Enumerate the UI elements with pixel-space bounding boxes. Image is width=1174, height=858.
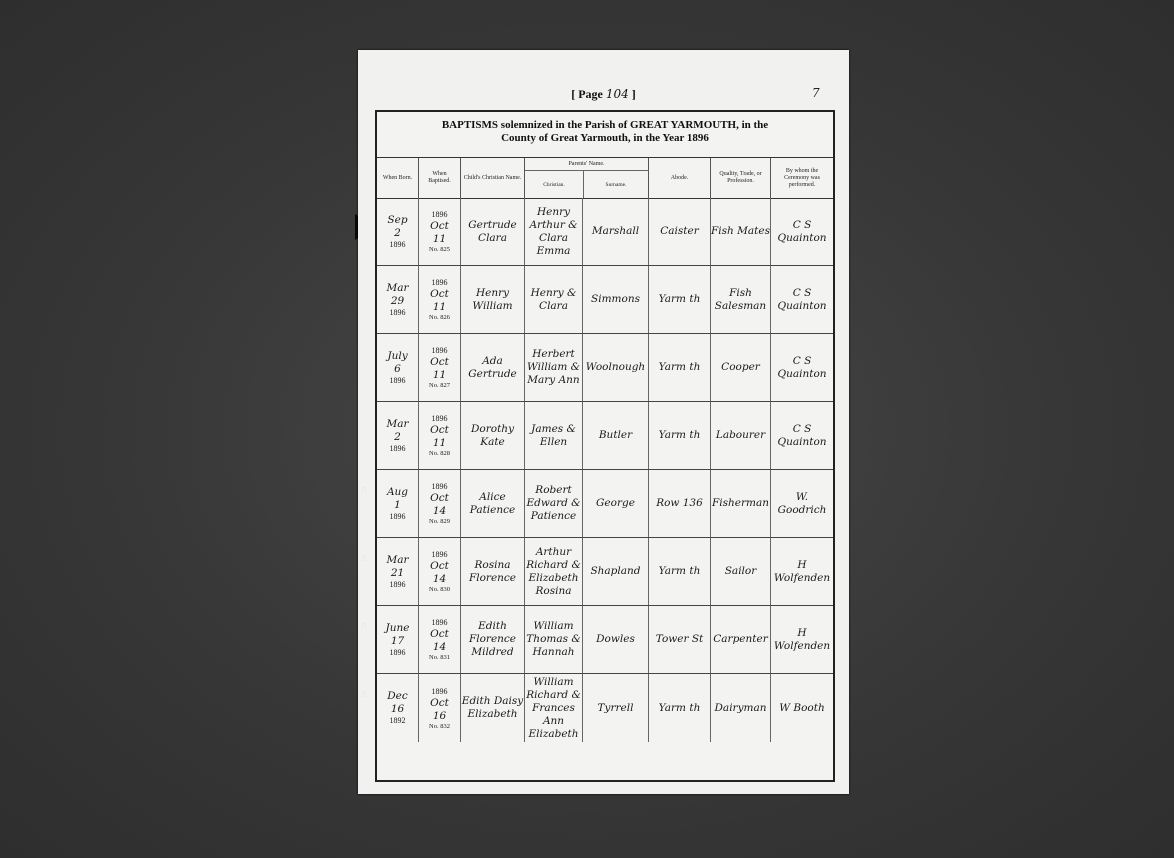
abode: Row 136: [656, 497, 703, 509]
margin-annotation: P.: [361, 486, 368, 495]
quality-trade: Sailor: [724, 565, 757, 577]
cell-by-whom: [771, 606, 833, 673]
table-row: [377, 266, 833, 334]
surname: Marshall: [591, 225, 640, 237]
surname: Shapland: [590, 565, 641, 577]
table-row: [377, 334, 833, 402]
cell-by-whom: [771, 266, 833, 333]
baptised-year: 1896: [431, 210, 448, 219]
baptised-year: 1896: [431, 550, 448, 559]
child-name: Edith Daisy Elizabeth: [461, 695, 524, 720]
cell-parents-christian: [525, 674, 583, 742]
parents-christian-names: Henry Arthur & Clara Emma: [529, 205, 578, 257]
cell-child-name: [461, 674, 525, 742]
cell-quality: [711, 470, 771, 537]
parents-christian-names: James & Ellen: [531, 422, 576, 448]
table-row: [377, 606, 833, 674]
header-when-baptised: When Baptised.: [419, 158, 461, 198]
cell-parents-christian: [525, 198, 583, 265]
baptised-day: 16: [432, 709, 447, 722]
born-month: Mar: [386, 281, 409, 294]
abode: Yarm th: [658, 565, 701, 577]
cell-when-baptised: [419, 402, 461, 469]
cell-when-born: [377, 674, 419, 742]
quality-trade: Fish Mates: [711, 225, 770, 237]
surname: Dowles: [596, 633, 635, 645]
baptised-month: Oct: [430, 356, 449, 368]
cell-abode: [649, 402, 711, 469]
surname: Woolnough: [585, 361, 646, 373]
baptised-year: 1896: [431, 346, 448, 355]
born-day: 16: [390, 703, 405, 715]
cell-by-whom: [771, 402, 833, 469]
quality-trade: Dairyman: [714, 701, 767, 714]
baptised-month: Oct: [430, 220, 449, 232]
cell-abode: [649, 538, 711, 605]
cell-when-born: [377, 538, 419, 605]
quality-trade: Cooper: [721, 361, 760, 373]
cell-when-born: [377, 606, 419, 673]
cell-abode: [649, 606, 711, 673]
born-year: 1896: [389, 647, 406, 657]
cell-surname: [583, 538, 649, 605]
header-parents-label: Parents' Name.: [568, 161, 605, 167]
born-month: Dec: [387, 690, 408, 702]
baptised-month: Oct: [430, 492, 449, 504]
born-day: 2: [394, 430, 401, 443]
cell-when-baptised: [419, 198, 461, 265]
cell-abode: [649, 266, 711, 333]
cell-when-baptised: [419, 470, 461, 537]
born-day: 21: [390, 566, 405, 579]
header-by-whom: By whom the Ceremony was performed.: [784, 167, 820, 188]
entry-number: No. 827: [429, 382, 450, 389]
register-title-line2: County of Great Yarmouth, in the Year 1896: [501, 132, 709, 144]
cell-when-baptised: [419, 674, 461, 742]
cell-child-name: [461, 606, 525, 673]
cell-parents-christian: [525, 470, 583, 537]
page-reference: [358, 87, 849, 102]
born-day: 29: [390, 294, 405, 307]
cell-when-born: [377, 334, 419, 401]
born-day: 1: [394, 498, 401, 511]
child-name: Ada Gertrude: [468, 354, 517, 380]
baptised-month: Oct: [430, 560, 449, 572]
parents-christian-names: Henry & Clara: [530, 286, 577, 312]
officiant: C S Quainton: [777, 422, 827, 448]
baptised-day: 11: [432, 437, 447, 449]
entry-number: No. 830: [429, 586, 450, 593]
cell-child-name: [461, 334, 525, 401]
column-headers: [377, 158, 833, 199]
born-year: 1896: [389, 239, 406, 249]
born-month: July: [387, 349, 408, 362]
page-reference-suffix: ]: [628, 87, 636, 101]
born-day: 6: [394, 362, 401, 375]
baptised-day: 11: [432, 301, 447, 313]
entry-number: No. 826: [429, 314, 450, 321]
cell-by-whom: [771, 334, 833, 401]
baptised-year: 1896: [431, 414, 448, 423]
cell-quality: [711, 266, 771, 333]
cell-when-baptised: [419, 334, 461, 401]
abode: Yarm th: [658, 361, 701, 373]
cell-surname: [583, 198, 649, 265]
parents-christian-names: Arthur Richard & Elizabeth Rosina: [526, 545, 581, 597]
cell-child-name: [461, 402, 525, 469]
cell-quality: [711, 334, 771, 401]
baptised-month: Oct: [430, 696, 449, 709]
quality-trade: Fisherman: [711, 497, 769, 509]
surname: Tyrrell: [597, 701, 634, 714]
baptised-year: 1896: [431, 482, 448, 491]
cell-by-whom: [771, 538, 833, 605]
born-year: 1896: [389, 579, 406, 589]
abode: Yarm th: [658, 429, 701, 441]
header-when-born: When Born.: [377, 158, 419, 198]
baptism-register-table: [375, 110, 835, 782]
table-row: [377, 198, 833, 266]
officiant: W. Goodrich: [777, 490, 827, 516]
officiant: C S Quainton: [777, 218, 827, 244]
cell-surname: [583, 334, 649, 401]
child-name: Alice Patience: [469, 490, 516, 516]
officiant: W Booth: [779, 701, 825, 714]
entry-number: No. 829: [429, 518, 450, 525]
parents-christian-names: Robert Edward & Patience: [526, 484, 581, 522]
cell-by-whom: [771, 470, 833, 537]
baptised-month: Oct: [430, 628, 449, 640]
cell-child-name: [461, 266, 525, 333]
born-month: June: [385, 621, 410, 634]
cell-quality: [711, 538, 771, 605]
cell-surname: [583, 266, 649, 333]
abode: Tower St: [655, 633, 704, 645]
page-reference-prefix: [ Page: [571, 87, 606, 101]
cell-when-born: [377, 266, 419, 333]
born-year: 1896: [389, 307, 406, 317]
born-year: 1896: [389, 443, 406, 453]
cell-parents-christian: [525, 402, 583, 469]
margin-annotation: P.: [361, 554, 368, 563]
cell-quality: [711, 606, 771, 673]
table-row: [377, 674, 833, 742]
register-title: [377, 112, 833, 158]
baptised-day: 11: [432, 369, 447, 381]
margin-annotation: P.: [361, 690, 368, 699]
baptised-day: 11: [432, 233, 447, 245]
header-parents-name: [525, 158, 649, 198]
abode: Caister: [660, 225, 699, 237]
cell-abode: [649, 198, 711, 265]
register-title-line1: BAPTISMS solemnized in the Parish of GREAT YARMOUTH, in the: [441, 119, 769, 131]
born-year: 1892: [389, 716, 406, 725]
parents-christian-names: William Richard & Frances Ann Elizabeth: [526, 675, 581, 740]
cell-quality: [711, 402, 771, 469]
born-year: 1896: [389, 511, 406, 521]
surname: Butler: [598, 429, 633, 441]
child-name: Rosina Florence: [468, 558, 517, 584]
baptised-month: Oct: [430, 288, 449, 300]
abode: Yarm th: [658, 293, 701, 305]
register-page: [358, 50, 849, 794]
cell-quality: [711, 674, 771, 742]
cell-parents-christian: [525, 266, 583, 333]
baptised-day: 14: [432, 573, 447, 585]
cell-child-name: [461, 470, 525, 537]
born-year: 1896: [389, 375, 406, 385]
entry-number: No. 832: [429, 722, 450, 730]
officiant: C S Quainton: [777, 354, 827, 380]
cell-by-whom: [771, 674, 833, 742]
surname: George: [596, 497, 635, 509]
child-name: Dorothy Kate: [471, 422, 514, 448]
header-quality: Quality, Trade, or Profession.: [711, 158, 771, 198]
page-number: 104: [605, 87, 629, 101]
cell-surname: [583, 674, 649, 742]
margin-annotation: P.: [361, 622, 368, 631]
officiant: C S Quainton: [777, 286, 827, 312]
cell-surname: [583, 470, 649, 537]
baptised-day: 14: [432, 641, 447, 653]
cell-when-born: [377, 402, 419, 469]
child-name: Gertrude Clara: [468, 218, 517, 244]
child-name: Henry William: [472, 286, 513, 312]
cell-surname: [583, 606, 649, 673]
officiant: H Wolfenden: [773, 626, 831, 652]
quality-trade: Labourer: [715, 429, 766, 441]
born-month: Mar: [386, 553, 409, 566]
header-abode: Abode.: [649, 158, 711, 198]
cell-child-name: [461, 198, 525, 265]
cell-when-born: [377, 470, 419, 537]
table-row: [377, 402, 833, 470]
cell-abode: [649, 674, 711, 742]
header-christian: Christian.: [543, 182, 565, 188]
baptised-month: Oct: [430, 424, 449, 436]
entry-number: No. 825: [429, 246, 450, 253]
born-month: Sep: [387, 213, 408, 226]
cell-when-born: [377, 198, 419, 265]
abode: Yarm th: [658, 701, 701, 714]
baptised-day: 14: [432, 505, 447, 517]
cell-by-whom: [771, 198, 833, 265]
baptised-year: 1896: [431, 278, 448, 287]
cell-abode: [649, 470, 711, 537]
cell-parents-christian: [525, 606, 583, 673]
cell-when-baptised: [419, 266, 461, 333]
parents-christian-names: William Thomas & Hannah: [526, 620, 581, 658]
cell-parents-christian: [525, 334, 583, 401]
parents-christian-names: Herbert William & Mary Ann: [527, 348, 580, 386]
cell-child-name: [461, 538, 525, 605]
child-name: Edith Florence Mildred: [468, 620, 517, 658]
table-row: [377, 538, 833, 606]
entry-number: No. 828: [429, 450, 450, 457]
born-day: 2: [394, 226, 401, 239]
quality-trade: Fish Salesman: [714, 286, 767, 312]
cell-parents-christian: [525, 538, 583, 605]
parents-divider: [525, 170, 649, 171]
baptised-year: 1896: [431, 618, 448, 627]
cell-abode: [649, 334, 711, 401]
corner-mark: 7: [812, 86, 820, 100]
cell-when-baptised: [419, 538, 461, 605]
quality-trade: Carpenter: [713, 633, 768, 645]
christian-surname-divider: [583, 170, 584, 198]
officiant: H Wolfenden: [773, 558, 831, 584]
born-day: 17: [390, 634, 405, 647]
header-surname: Surname.: [605, 182, 627, 188]
header-child-name: Child's Christian Name.: [461, 158, 525, 198]
surname: Simmons: [591, 293, 640, 305]
table-row: [377, 470, 833, 538]
baptised-year: 1896: [431, 686, 448, 696]
cell-when-baptised: [419, 606, 461, 673]
born-month: Mar: [386, 417, 409, 430]
born-month: Aug: [386, 485, 409, 498]
entry-number: No. 831: [429, 654, 450, 661]
cell-surname: [583, 402, 649, 469]
cell-quality: [711, 198, 771, 265]
